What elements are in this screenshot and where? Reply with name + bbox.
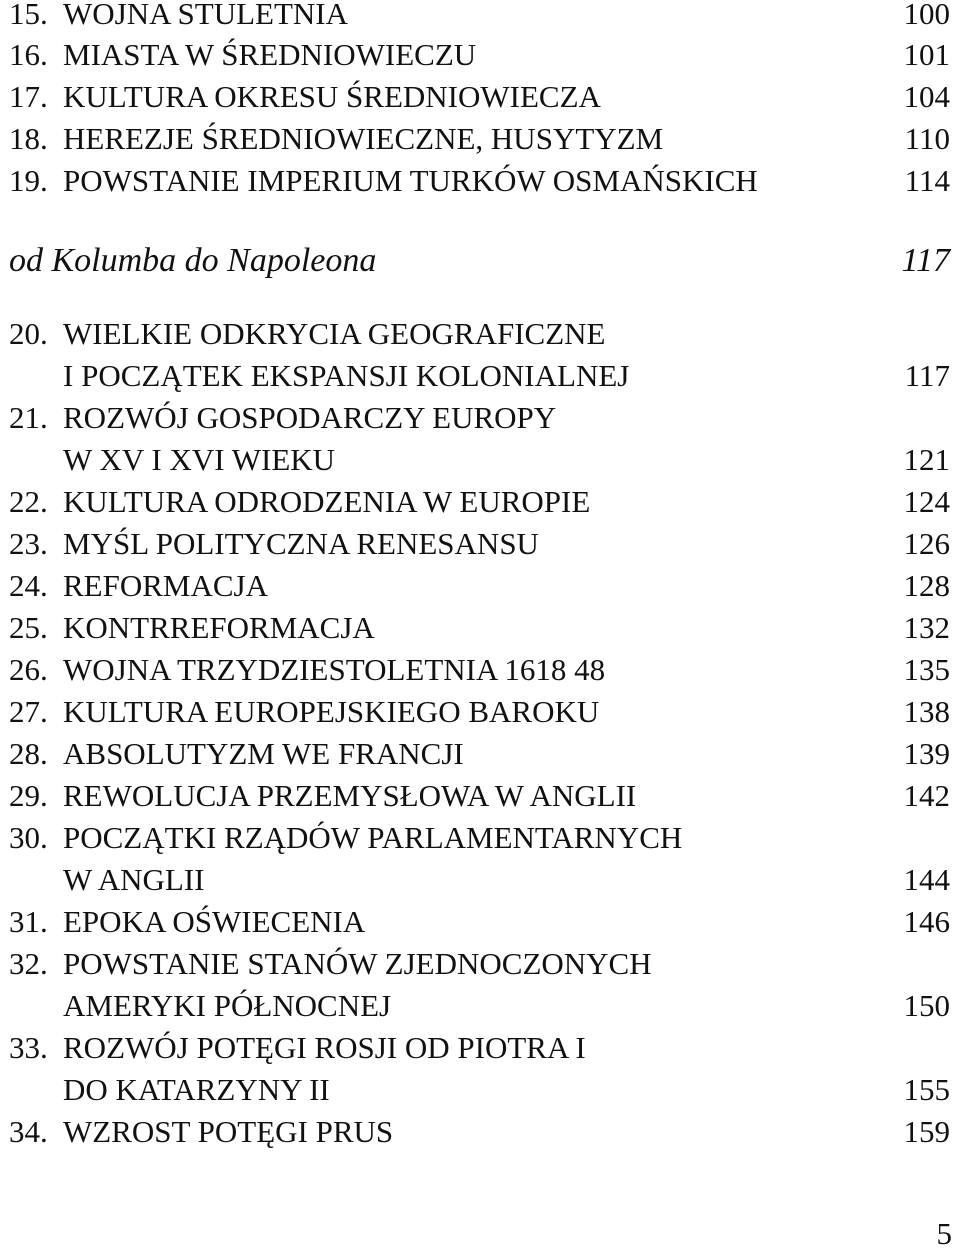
- toc-entry: [0, 900, 960, 944]
- entry-number: 19.: [9, 163, 48, 198]
- toc-entry-continuation: [0, 1068, 960, 1112]
- entry-title: KULTURA OKRESU ŚREDNIOWIECZA: [63, 79, 601, 114]
- entry-title: KULTURA EUROPEJSKIEGO BAROKU: [63, 694, 600, 729]
- entry-page: 144: [903, 862, 950, 897]
- toc-entry: [0, 75, 960, 119]
- entry-page: 100: [903, 0, 950, 31]
- entry-title: KULTURA ODRODZENIA W EUROPIE: [63, 484, 591, 519]
- toc-entry: [0, 0, 960, 36]
- toc-entry: [0, 312, 960, 356]
- entry-number: 21.: [9, 400, 48, 435]
- entry-number: 22.: [9, 484, 48, 519]
- entry-title: WOJNA STULETNIA: [63, 0, 348, 31]
- entry-page: 159: [903, 1114, 950, 1149]
- toc-entry: [0, 942, 960, 986]
- entry-title: I POCZĄTEK EKSPANSJI KOLONIALNEJ: [63, 358, 630, 393]
- section-page: 117: [901, 242, 950, 279]
- entry-title: WIELKIE ODKRYCIA GEOGRAFICZNE: [63, 316, 606, 351]
- section-heading: [0, 236, 960, 286]
- entry-number: 26.: [9, 652, 48, 687]
- toc-entry: [0, 1110, 960, 1154]
- entry-title: WOJNA TRZYDZIESTOLETNIA 1618 48: [63, 652, 606, 687]
- entry-page: 101: [903, 37, 950, 72]
- entry-page: 138: [903, 694, 950, 729]
- toc-entry: [0, 816, 960, 860]
- entry-number: 34.: [9, 1114, 48, 1149]
- entry-number: 16.: [9, 37, 48, 72]
- entry-title: MIASTA W ŚREDNIOWIECZU: [63, 37, 477, 72]
- entry-page: 121: [903, 442, 950, 477]
- entry-page: 150: [903, 988, 950, 1023]
- toc-entry: [0, 33, 960, 77]
- entry-title: EPOKA OŚWIECENIA: [63, 904, 366, 939]
- entry-title: W ANGLII: [63, 862, 205, 897]
- entry-page: 114: [904, 163, 950, 198]
- entry-title: WZROST POTĘGI PRUS: [63, 1114, 394, 1149]
- entry-page: 142: [903, 778, 950, 813]
- entry-page: 104: [903, 79, 950, 114]
- entry-page: 124: [903, 484, 950, 519]
- toc-entry: [0, 396, 960, 440]
- entry-title: ABSOLUTYZM WE FRANCJI: [63, 736, 464, 771]
- entry-page: 146: [903, 904, 950, 939]
- entry-number: 31.: [9, 904, 48, 939]
- toc-entry: [0, 480, 960, 524]
- entry-number: 25.: [9, 610, 48, 645]
- toc-entry: [0, 159, 960, 203]
- page-number: 5: [936, 1216, 952, 1251]
- toc-entry: [0, 774, 960, 818]
- entry-title: MYŚL POLITYCZNA RENESANSU: [63, 526, 539, 561]
- toc-entry-continuation: [0, 438, 960, 482]
- toc-entry: [0, 732, 960, 776]
- entry-number: 15.: [9, 0, 48, 31]
- entry-title: W XV I XVI WIEKU: [63, 442, 336, 477]
- entry-page: 155: [903, 1072, 950, 1107]
- toc-entry: [0, 522, 960, 566]
- entry-title: REFORMACJA: [63, 568, 268, 603]
- entry-title: AMERYKI PÓŁNOCNEJ: [63, 988, 392, 1023]
- entry-number: 27.: [9, 694, 48, 729]
- toc-entry: [0, 1026, 960, 1070]
- toc-entry: [0, 648, 960, 692]
- entry-title: HEREZJE ŚREDNIOWIECZNE, HUSYTYZM: [63, 121, 664, 156]
- entry-page: 117: [904, 358, 950, 393]
- entry-title: POWSTANIE IMPERIUM TURKÓW OSMAŃSKICH: [63, 163, 758, 198]
- entry-page: 132: [903, 610, 950, 645]
- toc-entry-continuation: [0, 984, 960, 1028]
- entry-page: 128: [903, 568, 950, 603]
- toc-entry: [0, 606, 960, 650]
- toc-entry-continuation: [0, 858, 960, 902]
- toc-entry: [0, 564, 960, 608]
- entry-title: DO KATARZYNY II: [63, 1072, 330, 1107]
- toc-entry: [0, 690, 960, 734]
- entry-number: 23.: [9, 526, 48, 561]
- entry-page: 110: [904, 121, 950, 156]
- entry-number: 28.: [9, 736, 48, 771]
- entry-page: 139: [903, 736, 950, 771]
- entry-title: ROZWÓJ GOSPODARCZY EUROPY: [63, 400, 557, 435]
- section-title: od Kolumba do Napoleona: [9, 242, 377, 279]
- entry-number: 33.: [9, 1030, 48, 1065]
- entry-page: 135: [903, 652, 950, 687]
- entry-title: REWOLUCJA PRZEMYSŁOWA W ANGLII: [63, 778, 637, 813]
- entry-number: 20.: [9, 316, 48, 351]
- entry-title: POWSTANIE STANÓW ZJEDNOCZONYCH: [63, 946, 652, 981]
- entry-title: ROZWÓJ POTĘGI ROSJI OD PIOTRA I: [63, 1030, 586, 1065]
- entry-title: POCZĄTKI RZĄDÓW PARLAMENTARNYCH: [63, 820, 683, 855]
- toc-entry-continuation: [0, 354, 960, 398]
- entry-number: 18.: [9, 121, 48, 156]
- entry-number: 32.: [9, 946, 48, 981]
- entry-number: 17.: [9, 79, 48, 114]
- entry-number: 24.: [9, 568, 48, 603]
- entry-title: KONTRREFORMACJA: [63, 610, 375, 645]
- entry-number: 30.: [9, 820, 48, 855]
- entry-number: 29.: [9, 778, 48, 813]
- toc-entry: [0, 117, 960, 161]
- entry-page: 126: [903, 526, 950, 561]
